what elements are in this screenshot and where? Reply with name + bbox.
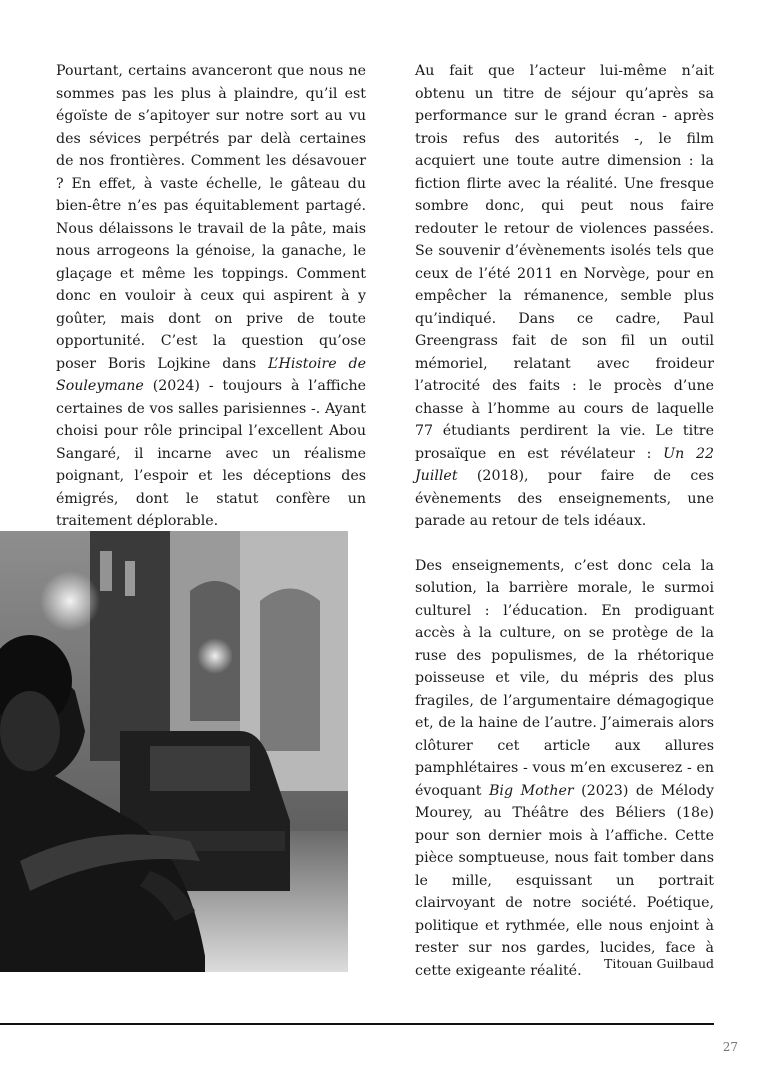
paragraph-3: Des enseignements, c’est donc cela la solution, la barrière morale, le surmoi culturel : l’éducation. En prodiguant accès à la culture, on se protège de la ruse des populismes, de la rhétorique poisseuse et vile, du mépris des plus fragiles, de l’argumentaire démagogique et, de la haine de l’autre. J’aimerais alors clôturer cet article aux allures pamphlétaires - vous m’en excuserez - en évoquant Big Mother (2023) de Mélody Mourey, au Théâtre des Béliers (18e) pour son dernier mois à l’affiche. Cette pièce somptueuse, nous fait tomber dans le mille, esquissant un portrait clairvoyant de notre société. Poétique, politique et rythmée, elle nous enjoint à rester sur nos gardes, lucides, face à cette exigeante réalité.	[415, 557, 714, 979]
page-number: 27	[722, 1040, 738, 1054]
article-column-right	[415, 60, 714, 982]
film-still-photo	[0, 531, 348, 972]
author-signature: Titouan Guilbaud	[604, 956, 714, 971]
article-column-left	[56, 60, 366, 533]
footer-rule	[0, 1023, 714, 1025]
paragraph-1: Pourtant, certains avanceront que nous ne sommes pas les plus à plaindre, qu’il est égoïste de s’apitoyer sur notre sort au vu des sévices perpétrés par delà certaines de nos frontières. Comment les désavouer ? En effet, à vaste échelle, le gâteau du bien-être n’es pas équitablement partagé. Nous délaissons le travail de la pâte, mais nous arrogeons la génoise, la ganache, le glaçage et même les toppings. Comment donc en vouloir à ceux qui aspirent à y goûter, mais dont on prive de toute opportunité. C’est la question qu’ose poser Boris Lojkine dans L’Histoire de Souleymane (2024) - toujours à l’affiche certaines de vos salles parisiennes -. Ayant choisi pour rôle principal l’excellent Abou Sangaré, il incarne avec un réalisme poignant, l’espoir et les déceptions des émigrés, dont le statut confère un traitement déplorable.	[56, 63, 366, 529]
film-title-souleymane: L’Histoire de Souleymane	[56, 355, 366, 394]
paragraph-2: Au fait que l’acteur lui-même n’ait obtenu un titre de séjour qu’après sa performance sur le grand écran - après trois refus des autorités -, le film acquiert une toute autre dimension : la fiction flirte avec la réalité. Une fresque sombre donc, qui peut nous faire redouter le retour de violences passées. Se souvenir d’évènements isolés tels que ceux de l’été 2011 en Norvège, pour en empêcher la rémanence, semble plus qu’indiqué. Dans ce cadre, Paul Greengrass fait de son fil un outil mémoriel, relatant avec froideur l’atrocité des faits : le procès d’une chasse à l’homme au cours de laquelle 77 étudiants perdirent la vie. Le titre prosaïque en est révélateur : Un 22 Juillet (2018), pour faire de ces évènements des enseignements, une parade au retour de tels idéaux.	[415, 63, 714, 529]
play-title-big-mother: Big Mother	[489, 782, 574, 799]
film-title-22-juillet: Un 22 Juillet	[415, 445, 714, 484]
